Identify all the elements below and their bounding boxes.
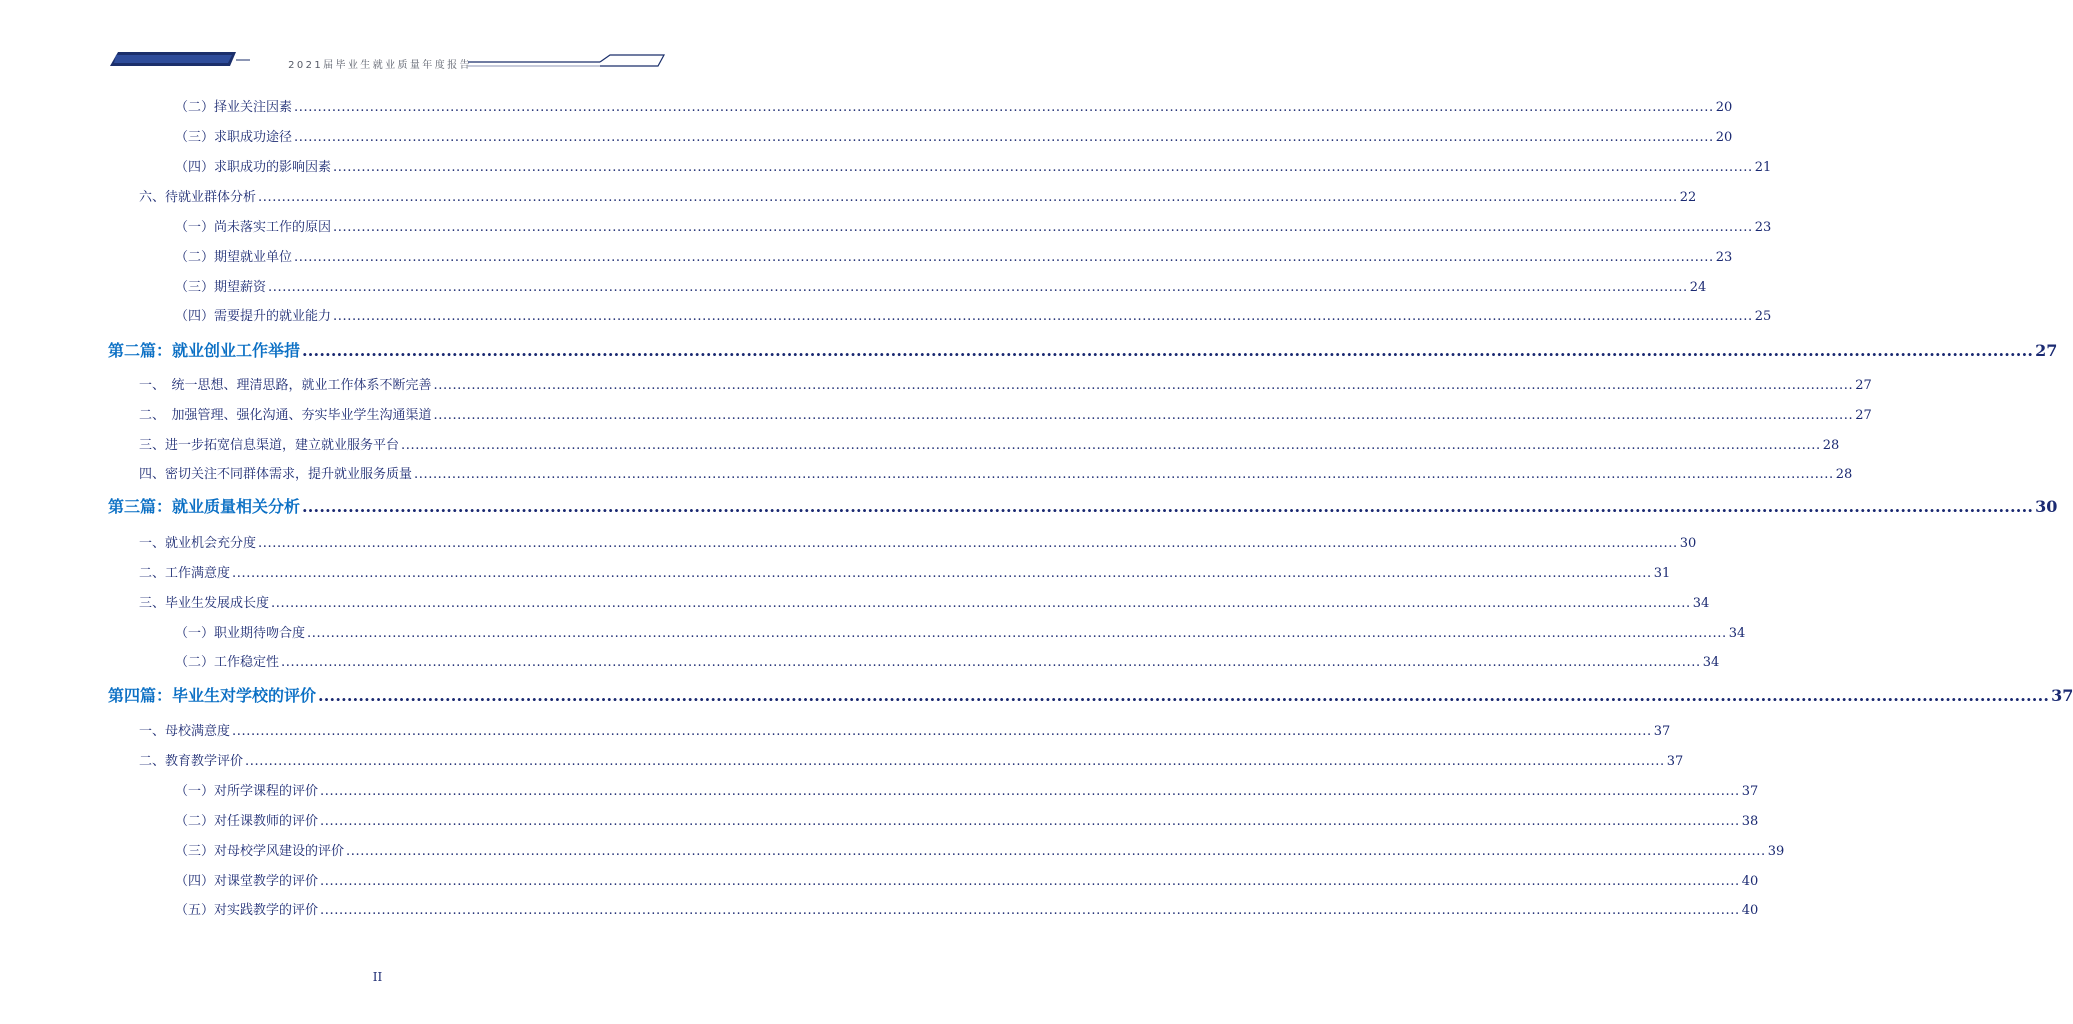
toc-entry[interactable] <box>175 899 1759 919</box>
toc-entry[interactable] <box>175 126 1733 146</box>
toc-entry-page: 27 <box>2035 341 2058 360</box>
toc-entry[interactable] <box>139 463 1853 483</box>
toc-entry[interactable] <box>139 404 1872 424</box>
toc-entry-page: 34 <box>1728 626 1746 641</box>
toc-dot-leader: ............................................................................................................................................................................................................................................................................................................ <box>320 814 1740 829</box>
toc-entry[interactable] <box>175 305 1772 325</box>
toc-dot-leader: ............................................................................................................................................................................................................................................................................................................ <box>294 100 1714 115</box>
toc-entry-title: 二、工作满意度 <box>139 566 231 581</box>
toc-entry-page: 34 <box>1692 596 1710 611</box>
toc-dot-leader: ............................................................................................................................................................................................................................................................................................................ <box>268 280 1688 295</box>
toc-dot-leader: ............................................................................................................................................................................................................................................................................................................ <box>245 754 1665 769</box>
toc-entry-title: （三）对母校学风建设的评价 <box>175 844 345 859</box>
toc-entry-title: 第二篇：就业创业工作举措 <box>108 341 301 360</box>
toc-entry[interactable] <box>175 216 1772 236</box>
toc-dot-leader: ............................................................................................................................................................................................................................................................................................................ <box>294 130 1714 145</box>
toc-dot-leader: ............................................................................................................................................................................................................................................................................................................ <box>258 190 1678 205</box>
toc-dot-leader: ............................................................................................................................................................................................................................................................................................................ <box>320 784 1740 799</box>
toc-entry-title: 二、教育教学评价 <box>139 754 244 769</box>
toc-entry-page: 28 <box>1822 438 1840 453</box>
toc-entry-title: 四、密切关注不同群体需求，提升就业服务质量 <box>139 467 413 482</box>
toc-entry-page: 27 <box>1855 378 1872 393</box>
toc-entry-page: 31 <box>1653 566 1671 581</box>
toc-entry[interactable] <box>108 683 2073 707</box>
toc-dot-leader: ............................................................................................................................................................................................................................................................................................................ <box>232 724 1652 739</box>
toc-dot-leader: ............................................................................................................................................................................................................................................................................................................ <box>281 655 1701 670</box>
toc-dot-leader: ............................................................................................................................................................................................................................................................................................................ <box>333 220 1753 235</box>
toc-entry-page: 24 <box>1689 280 1707 295</box>
toc-dot-leader: ............................................................................................................................................................................................................................................................................................................ <box>258 536 1678 551</box>
toc-entry-title: （二）工作稳定性 <box>175 655 280 670</box>
toc-entry-title: 一、母校满意度 <box>139 724 231 739</box>
toc-entry-title: （二）期望就业单位 <box>175 250 293 265</box>
toc-entry-page: 39 <box>1767 844 1785 859</box>
toc-entry-title: 第四篇：毕业生对学校的评价 <box>108 686 317 705</box>
toc-entry[interactable] <box>175 870 1759 890</box>
toc-dot-leader: ............................................................................................................................................................................................................................................................................................................ <box>307 626 1727 641</box>
toc-entry-page: 25 <box>1754 309 1772 324</box>
toc-entry-page: 22 <box>1679 190 1697 205</box>
toc-dot-leader: ............................................................................................................................................................................................................................................................................................................ <box>320 874 1740 889</box>
toc-dot-leader: ............................................................................................................................................................................................................................................................................................................ <box>271 596 1691 611</box>
page-header <box>0 0 755 80</box>
toc-dot-leader: ............................................................................................................................................................................................................................................................................................................ <box>294 250 1714 265</box>
toc-dot-leader: ............................................................................................................................................................................................................................................................................................................ <box>346 844 1766 859</box>
toc-entry-title: 六、待就业群体分析 <box>139 190 257 205</box>
toc-dot-leader: ............................................................................................................................................................................................................................................................................................................ <box>333 309 1753 324</box>
toc-entry[interactable] <box>175 651 1720 671</box>
toc-entry-page: 20 <box>1715 130 1733 145</box>
toc-entry-title: （三）求职成功途径 <box>175 130 293 145</box>
toc-entry-page: 37 <box>1666 754 1684 769</box>
toc-entry[interactable] <box>175 810 1759 830</box>
toc-entry-title: 一、 统一思想、理清思路，就业工作体系不断完善 <box>139 378 432 393</box>
toc-entry-title: 二、 加强管理、强化沟通、夯实毕业学生沟通渠道 <box>139 408 432 423</box>
toc-entry-title: （二）对任课教师的评价 <box>175 814 319 829</box>
toc-entry[interactable] <box>139 532 1697 552</box>
toc-entry-title: （四）需要提升的就业能力 <box>175 309 332 324</box>
toc-entry-page: 40 <box>1741 903 1759 918</box>
toc-entry-title: 三、进一步拓宽信息渠道，建立就业服务平台 <box>139 438 400 453</box>
toc-entry[interactable] <box>139 186 1697 206</box>
toc-entry-page: 21 <box>1754 160 1772 175</box>
toc-dot-leader: ............................................................................................................................................................................................................................................................................................................ <box>433 408 1854 423</box>
toc-entry[interactable] <box>175 96 1733 116</box>
toc-entry-page: 34 <box>1702 655 1720 670</box>
toc-dot-leader: ............................................................................................................................................................................................................................................................................................................ <box>232 566 1652 581</box>
toc-dot-leader: ............................................................................................................................................................................................................................................................................................................ <box>302 341 2034 360</box>
toc-entry[interactable] <box>175 246 1733 266</box>
toc-entry[interactable] <box>175 276 1707 296</box>
toc-entry-page: 37 <box>1653 724 1671 739</box>
toc-dot-leader: ............................................................................................................................................................................................................................................................................................................ <box>401 438 1821 453</box>
toc-entry-title: 第三篇：就业质量相关分析 <box>108 497 301 516</box>
toc-entry[interactable] <box>175 622 1746 642</box>
header-title: 2021届毕业生就业质量年度报告 <box>288 60 472 71</box>
toc-entry-page: 23 <box>1715 250 1733 265</box>
toc-entry-title: （二）择业关注因素 <box>175 100 293 115</box>
toc-entry-title: （一）尚未落实工作的原因 <box>175 220 332 235</box>
toc-entry-page: 27 <box>1855 408 1872 423</box>
toc-entry-title: （四）求职成功的影响因素 <box>175 160 332 175</box>
toc-dot-leader: ............................................................................................................................................................................................................................................................................................................ <box>318 686 2050 705</box>
toc-entry[interactable] <box>175 780 1759 800</box>
toc-entry[interactable] <box>175 840 1785 860</box>
toc-entry[interactable] <box>139 374 1872 394</box>
toc-entry-page: 40 <box>1741 874 1759 889</box>
toc-dot-leader: ............................................................................................................................................................................................................................................................................................................ <box>433 378 1854 393</box>
toc-entry-page: 20 <box>1715 100 1733 115</box>
toc-entry-page: 28 <box>1835 467 1853 482</box>
toc-entry-title: （一）对所学课程的评价 <box>175 784 319 799</box>
toc-entry-page: 38 <box>1741 814 1759 829</box>
toc-entry-title: 三、毕业生发展成长度 <box>139 596 270 611</box>
toc-entry-title: （三）期望薪资 <box>175 280 267 295</box>
toc-entry[interactable] <box>139 592 1710 612</box>
toc-entry[interactable] <box>175 156 1772 176</box>
page-number: II <box>372 970 383 984</box>
toc-entry-title: （四）对课堂教学的评价 <box>175 874 319 889</box>
toc-entry[interactable] <box>139 720 1671 740</box>
toc-dot-leader: ............................................................................................................................................................................................................................................................................................................ <box>414 467 1834 482</box>
toc-dot-leader: ............................................................................................................................................................................................................................................................................................................ <box>320 903 1740 918</box>
toc-entry[interactable] <box>108 494 2058 518</box>
toc-dot-leader: ............................................................................................................................................................................................................................................................................................................ <box>302 497 2034 516</box>
toc-entry-page: 37 <box>2051 686 2073 705</box>
toc-entry[interactable] <box>139 562 1671 582</box>
toc-entry-page: 23 <box>1754 220 1772 235</box>
toc-entry-page: 37 <box>1741 784 1759 799</box>
toc-dot-leader: ............................................................................................................................................................................................................................................................................................................ <box>333 160 1753 175</box>
toc-entry[interactable] <box>139 434 1840 454</box>
toc-entry[interactable] <box>139 750 1684 770</box>
toc-entry-title: 一、就业机会充分度 <box>139 536 257 551</box>
toc-entry[interactable] <box>108 338 2058 362</box>
toc-entry-title: （一）职业期待吻合度 <box>175 626 306 641</box>
toc-entry-title: （五）对实践教学的评价 <box>175 903 319 918</box>
toc-entry-page: 30 <box>1679 536 1697 551</box>
toc-entry-page: 30 <box>2035 497 2058 516</box>
